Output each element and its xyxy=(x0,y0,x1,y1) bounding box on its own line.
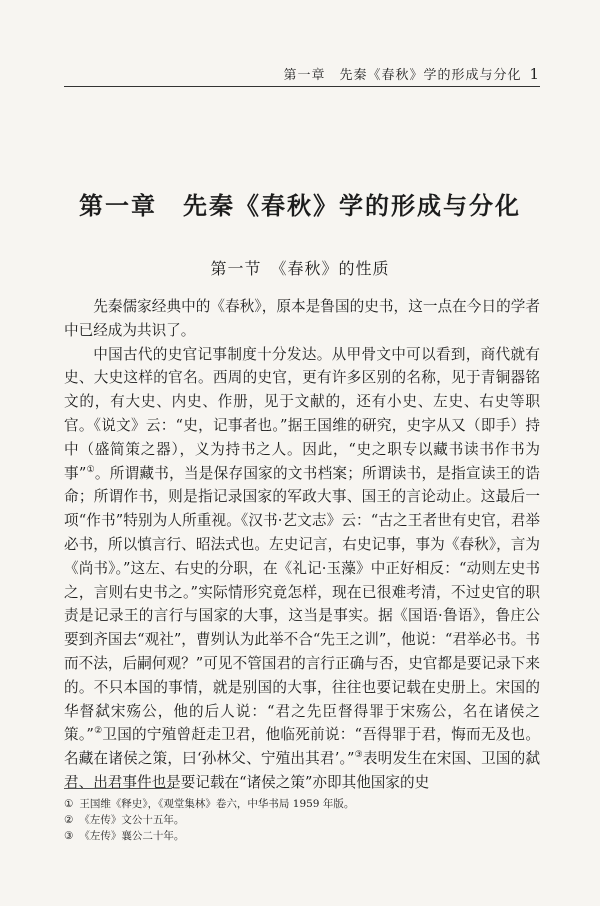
footnote-item xyxy=(64,812,540,828)
text-run: 表明发生在宋国、卫国的弑君、出君事件也是要记载在“诸侯之策”亦即其他国家的史 xyxy=(64,750,540,791)
text-run: 先秦儒家经典中的《春秋》，原本是鲁国的史书，这一点在今日的学者中已经成为共识了。 xyxy=(64,298,540,339)
chapter-title: 第一章 先秦《春秋》学的形成与分化 xyxy=(79,191,521,220)
section-title: 第一节 《春秋》的性质 xyxy=(210,259,390,278)
footnote-text: 《左传》文公十五年。 xyxy=(79,814,185,826)
footnote-item xyxy=(64,828,540,844)
footnote-ref[interactable]: ③ xyxy=(354,750,363,761)
text-run: 卫国的宁殖曾赶走卫君，他临死前说：“吾得罪于君，悔而无及也。名藏在诸侯之策，曰‘孙林父、宁殖出其君’。” xyxy=(64,726,540,768)
footnote-mark: ② xyxy=(64,814,74,826)
paragraph xyxy=(64,343,540,795)
running-header-title: 第一章 先秦《春秋》学的形成与分化 xyxy=(283,68,522,83)
footnote-mark: ③ xyxy=(64,830,74,842)
page-number: 1 xyxy=(529,65,540,83)
text-run: 中国古代的史官记事制度十分发达。从甲骨文中可以看到，商代就有史、大史这样的官名。西周的史官，更有许多区别的名称，见于青铜器铭文的，有大史、内史、作册，见于文献的，还有小史、左史、右史等职官。《说文》云：“史，记事者也。”据王国维的研究，史字从又（即手）持中（盛简策之器），义为持书之人。因此，“史之职专以藏书读书作书为事” xyxy=(64,345,540,482)
footnote-text: 《左传》襄公二十年。 xyxy=(79,830,185,842)
header-rule xyxy=(64,86,540,87)
footnotes xyxy=(64,796,540,844)
footnote-ref[interactable]: ② xyxy=(93,726,103,737)
footnote-mark: ① xyxy=(64,798,74,810)
text-run: 。所谓藏书，当是保存国家的文书档案；所谓读书，是指宣读王的诰命；所谓作书，则是指记录国家的军政大事、国王的言论动止。这最后一项“作书”特别为人所重视。《汉书·艺文志》云：“古之王者世有史官，君举必书，所以慎言行、昭法式也。左史记言，右史记事，事为《春秋》，言为《尚书》。”这左、右史的分职，在《礼记·玉藻》中正好相反：“动则左史书之，言则右史书之。”实际情形究竟怎样，现在已很难考清，不过史官的职责是记录王的言行与国家的大事，这当是事实。据《国语·鲁语》，鲁庄公要到齐国去“观社”，曹刿认为此举不合“先王之训”，他说：“君举必书。书而不法，后嗣何观？”可见不管国君的言行正确与否，史官都是要记录下来的。不只本国的事情，就是别国的大事，往往也要记载在史册上。宋国的华督弑宋殇公，他的后人说：“君之先臣督得罪于宋殇公，名在诸侯之策。” xyxy=(64,464,540,744)
footnote-text: 王国维《释史》，《观堂集林》卷六，中华书局 1959 年版。 xyxy=(79,798,355,810)
body-text xyxy=(64,295,540,795)
footnote-ref[interactable]: ① xyxy=(86,464,95,475)
footnote-rule xyxy=(64,788,172,789)
paragraph xyxy=(64,295,540,343)
footnote-item xyxy=(64,796,540,812)
running-header xyxy=(0,64,540,83)
